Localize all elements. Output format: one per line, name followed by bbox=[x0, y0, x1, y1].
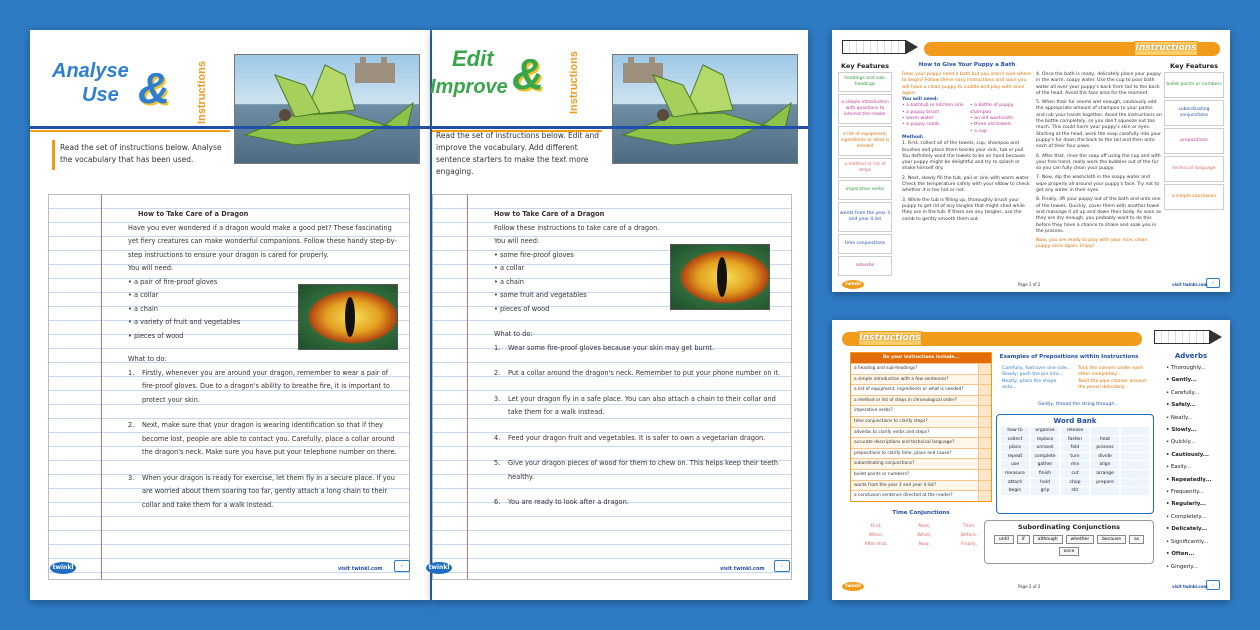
sub-word: as bbox=[1129, 535, 1144, 544]
needs-item: • pieces of wood bbox=[128, 331, 184, 340]
dragon-eye-pupil bbox=[345, 297, 355, 337]
needs-item: • an old washcloth bbox=[970, 116, 1014, 122]
step-item bbox=[494, 342, 784, 356]
steps-list bbox=[128, 367, 398, 513]
time-conjunction: When, bbox=[868, 533, 884, 538]
prep-example: Slowly, push the pin into... bbox=[1002, 372, 1063, 378]
prep-example: Carefully, fold over one side... bbox=[1002, 366, 1071, 371]
kf-right-item: bullet points or numbers bbox=[1164, 72, 1224, 98]
dragon-castle-image bbox=[234, 54, 420, 164]
step-number: 6. bbox=[494, 498, 501, 506]
todo-label: What to do: bbox=[128, 355, 167, 363]
twinkl-logo: twinkl bbox=[426, 562, 452, 574]
dragon-castle-image bbox=[612, 54, 798, 164]
word-bank-cell: collect bbox=[1001, 436, 1029, 444]
method-step: 3. While the tub is filling up, thoroughly brush your puppy to get rid of any tangles that might shed while they are in the tub. If there are any tangles, use the comb to gently smooth them out. bbox=[902, 197, 1025, 222]
time-column bbox=[917, 522, 931, 549]
method-step: 1. First, collect all of the towels, cup, shampoo and brushes and place them beside your sink, tub or pail. You definitely want the towels to be on hand because your puppy might be delightful and try to splash or shake himself dry. bbox=[902, 141, 1026, 172]
sub-word: once bbox=[1059, 547, 1080, 556]
prep-left bbox=[1002, 366, 1072, 391]
kf-right-title: Key Features bbox=[1169, 62, 1219, 70]
word-bank-title: Word Bank bbox=[1053, 417, 1097, 425]
word-bank-cell: divide bbox=[1091, 453, 1119, 461]
word-bank-cell bbox=[1121, 427, 1149, 435]
adverb-item: • Delicately... bbox=[1166, 526, 1208, 533]
needs-item: • a chain bbox=[494, 277, 524, 286]
adverb-item: • Easily... bbox=[1166, 464, 1191, 471]
step-number: 3. bbox=[494, 394, 501, 403]
word-bank-cell bbox=[1121, 461, 1149, 469]
adv-title: Adverbs bbox=[1174, 352, 1208, 360]
word-bank-cell bbox=[1121, 487, 1149, 495]
lead-paragraph: Follow these instructions to take care of a dragon. bbox=[494, 223, 660, 232]
kf-right-item: a simple conclusion bbox=[1164, 184, 1224, 210]
checklist-row: a method or list of steps in chronological order? bbox=[851, 395, 991, 406]
time-title: Time Conjunctions bbox=[892, 510, 950, 516]
word-bank bbox=[996, 414, 1154, 514]
method-step: 4. Once the bath is ready, delicately place your puppy in the warm, soapy water. Use the cup to pour bath water all over your puppy's back from tail to the back of the head. Avoid the face area for the moment. bbox=[1036, 72, 1161, 96]
time-column bbox=[961, 522, 977, 549]
word-bank-cell: mix bbox=[1061, 461, 1089, 469]
needs-item: • a puppy comb bbox=[902, 122, 940, 128]
puppy-closing: Now, you are ready to play with your nice, clean puppy once again. Enjoy! bbox=[1036, 238, 1148, 250]
adverb-item: • Carefully... bbox=[1166, 389, 1200, 396]
step-item bbox=[494, 432, 784, 446]
header-rule bbox=[432, 126, 808, 129]
word-bank-cell: cut bbox=[1061, 470, 1089, 478]
intro-bar bbox=[52, 140, 55, 170]
kf-left-title: Key Features bbox=[840, 62, 890, 70]
dragon-illustration bbox=[235, 55, 421, 165]
word-bank-cell: heat bbox=[1091, 436, 1119, 444]
prep-title: Examples of Prepositions within Instructions bbox=[999, 354, 1139, 360]
time-conjunction: Finally, bbox=[961, 542, 978, 547]
needs-item: • a bathtub or kitchen sink bbox=[902, 103, 964, 109]
pencil-tip-icon bbox=[1210, 330, 1222, 344]
time-column bbox=[865, 522, 888, 549]
checklist-row: subordinating conjunctions? bbox=[851, 458, 991, 469]
needs-item: • pieces of wood bbox=[494, 304, 550, 313]
dragon-eye-image bbox=[670, 244, 770, 310]
word-bank-cell: align bbox=[1091, 461, 1119, 469]
step-number: 1. bbox=[128, 368, 135, 377]
checklist-row: accurate descriptions and technical language? bbox=[851, 437, 991, 448]
sub-word: whether bbox=[1066, 535, 1095, 544]
kf-right-item: prepositions bbox=[1164, 128, 1224, 154]
word-bank-cell bbox=[1121, 479, 1149, 487]
word-bank-cell: repeat bbox=[1001, 453, 1029, 461]
page-number: Page 1 of 2 bbox=[1018, 282, 1041, 287]
step-item bbox=[494, 393, 784, 420]
word-bank-cell: measure bbox=[1001, 470, 1029, 478]
step-text: Firstly, whenever you are around your dragon, remember to wear a pair of fire-proof gloves. Due to a dragon's ability to breathe fire, it is important to protect your skin. bbox=[142, 368, 390, 404]
step-text: You are ready to look after a dragon. bbox=[508, 498, 629, 506]
step-text: Give your dragon pieces of wood for them to chew on. This helps keep their teeth healthy. bbox=[508, 459, 779, 481]
sub-words bbox=[989, 535, 1149, 556]
doc-title: How to Take Care of a Dragon bbox=[138, 210, 249, 218]
step-item bbox=[128, 367, 398, 408]
margin-line bbox=[467, 195, 468, 579]
adverb-item: • Frequently... bbox=[1166, 489, 1204, 496]
adverb-item: • Significantly... bbox=[1166, 538, 1209, 545]
header-label: Instructions bbox=[858, 331, 922, 346]
prep-example: Tuck the corners under each other completely... bbox=[1078, 366, 1144, 378]
prep-example: Neatly, place the shape onto... bbox=[1002, 378, 1057, 390]
title-use: Use bbox=[82, 84, 119, 106]
adverb-item: • Thoroughly... bbox=[1166, 365, 1206, 371]
time-conjunction-columns bbox=[850, 522, 992, 549]
need-label: You will need: bbox=[494, 237, 540, 245]
step-text: Wear some fire-proof gloves because your skin may get burnt. bbox=[508, 343, 715, 352]
step-number: 2. bbox=[494, 369, 501, 377]
adverb-list bbox=[1166, 362, 1228, 573]
word-bank-cell: place bbox=[1001, 444, 1029, 452]
step-text: Next, make sure that your dragon is wearing identification so that if they become lost, people are able to contact you. Carefully, place a collar around the dragon's neck. Make sure you have put your telephone number on there. bbox=[142, 421, 397, 456]
prep-right bbox=[1078, 366, 1148, 391]
twinkl-logo: twinkl bbox=[842, 280, 864, 289]
step-number: 3. bbox=[128, 473, 135, 482]
sub-word: because bbox=[1097, 535, 1126, 544]
sub-word: if bbox=[1017, 535, 1030, 544]
intro-text: Read the set of instructions below. Analyse the vocabulary that has been used. bbox=[60, 143, 222, 164]
step-number: 1. bbox=[494, 343, 501, 352]
time-conjunction: Before, bbox=[960, 533, 978, 538]
needs-item: • a puppy brush bbox=[902, 109, 940, 115]
word-bank-cell: arrange bbox=[1091, 470, 1119, 478]
kf-left-item: time conjunctions bbox=[838, 234, 892, 254]
kf-left-item: words from the year 3 and year 4 list bbox=[838, 202, 892, 232]
checklist-row: imperative verbs? bbox=[851, 405, 991, 416]
word-bank-cell: stir bbox=[1061, 487, 1089, 495]
steps-list bbox=[494, 342, 784, 510]
pencil-icon bbox=[842, 40, 906, 54]
step-text: Feed your dragon fruit and vegetables. It is safer to own a vegetarian dragon. bbox=[508, 433, 766, 442]
puppy-needs-a bbox=[902, 103, 964, 134]
dragon-eye-image bbox=[298, 284, 398, 350]
checklist-rows bbox=[851, 363, 991, 501]
puppy-steps-left bbox=[902, 141, 1032, 223]
footer-badge: ✓ bbox=[774, 560, 790, 572]
time-conjunction: Now, bbox=[918, 542, 931, 547]
puppy-intro-text: Does your puppy need a bath but you aren't sure where to begin? Follow these easy instructions and soon you will have a clean puppy to cuddle and play with once again. bbox=[902, 72, 1032, 96]
step-item bbox=[494, 457, 784, 484]
time-conjunction: Next, bbox=[918, 524, 931, 529]
needs-item: • some fruit and vegetables bbox=[494, 291, 587, 299]
checklist-row: a heading and sub-headings? bbox=[851, 363, 991, 374]
checklist-row: words from the year 3 and year 4 list? bbox=[851, 480, 991, 491]
ampersand-logo: & bbox=[138, 64, 170, 113]
puppy-need-label: You will need: bbox=[902, 97, 939, 103]
footer-url: visit twinkl.com bbox=[338, 566, 383, 572]
kf-left-item: imperative verbs bbox=[838, 180, 892, 200]
example-mat-page-2 bbox=[832, 320, 1230, 600]
kf-right-item: subordinating conjunctions bbox=[1164, 100, 1224, 126]
pencil-tip-icon bbox=[906, 40, 918, 54]
todo-label: What to do: bbox=[494, 330, 533, 338]
method-step: 5. When their fur seems wet enough, cautiously add the appropriate amount of shampoo to your palms and rub your hands together. Avoid the instructions on the bottle completely, so you don't squeeze out too much. This could harm your puppy's skin or eyes. Starting at the head, work the soap carefully into your puppy's fur down the back to the tail and then onto each of their four paws. bbox=[1036, 100, 1162, 150]
kf-left-item: a method or list of steps bbox=[838, 158, 892, 178]
worksheet-edit-improve bbox=[428, 30, 808, 600]
step-text: Put a collar around the dragon's neck. Remember to put your phone number on it. bbox=[508, 369, 781, 377]
dragon-illustration bbox=[613, 55, 799, 165]
document-body bbox=[128, 208, 398, 524]
pencil-icon bbox=[1154, 330, 1210, 344]
word-bank-cell: organise bbox=[1031, 427, 1059, 435]
worksheet-analyse-use bbox=[30, 30, 430, 600]
puppy-steps-right bbox=[1036, 72, 1162, 235]
word-bank-cell: unravel bbox=[1031, 444, 1059, 452]
title-analyse: Analyse bbox=[52, 60, 129, 82]
kf-left-item: a simple introduction with questions to interest the reader bbox=[838, 94, 892, 124]
word-bank-cell: fasten bbox=[1061, 436, 1089, 444]
method-step: 2. Next, slowly fill the tub, pail or sink with warm water. Check the temperature safely with your elbow to check whether it is too hot or not. bbox=[902, 175, 1030, 194]
needs-item: • three old towels bbox=[970, 122, 1012, 128]
word-bank-cell: grip bbox=[1031, 487, 1059, 495]
word-bank-cell: hold bbox=[1031, 479, 1059, 487]
checklist-row: prepositions to clarify time, place and cause? bbox=[851, 448, 991, 459]
intro-text: Read the set of instructions below. Edit and improve the vocabulary. Add different sentence starters to make the text more engaging. bbox=[436, 131, 599, 176]
word-bank-cell bbox=[1091, 427, 1119, 435]
step-text: Let your dragon fly in a safe place. You can also attach a chain to their collar and take them for a walk instead. bbox=[508, 394, 776, 416]
footer-badge: ✓ bbox=[1206, 278, 1220, 288]
twinkl-logo: twinkl bbox=[50, 562, 76, 574]
needs-item: • a cup bbox=[970, 128, 987, 134]
word-bank-cell: fold bbox=[1061, 444, 1089, 452]
step-item bbox=[128, 419, 398, 460]
checklist-row: a list of equipment, ingredients or what is needed? bbox=[851, 384, 991, 395]
header-rule bbox=[30, 126, 430, 129]
margin-line bbox=[101, 195, 102, 579]
step-item bbox=[128, 472, 398, 513]
checklist-table bbox=[850, 352, 992, 502]
time-conjunction: After that, bbox=[864, 542, 888, 547]
puppy-method-label: Method: bbox=[902, 134, 924, 140]
needs-item: • a pair of fire-proof gloves bbox=[128, 277, 218, 286]
twinkl-logo: twinkl bbox=[842, 582, 864, 591]
time-conjunction: First, bbox=[870, 524, 882, 529]
footer-url: visit twinkl.com bbox=[720, 566, 765, 572]
adverb-item: • Often... bbox=[1166, 551, 1195, 558]
kf-left-item: adverbs bbox=[838, 256, 892, 276]
page-number: Page 2 of 2 bbox=[1018, 584, 1041, 589]
doc-title: How to Take Care of a Dragon bbox=[494, 210, 605, 218]
word-bank-cell: replace bbox=[1031, 436, 1059, 444]
adverb-item: • Safely... bbox=[1166, 402, 1196, 409]
word-bank-cell: gather bbox=[1031, 461, 1059, 469]
footer-url: visit twinkl.com bbox=[1172, 282, 1208, 287]
word-bank-cell bbox=[1121, 444, 1149, 452]
title-edit: Edit bbox=[452, 46, 494, 71]
method-step: 8. Finally, lift your puppy out of the bath and onto one of the towels. Quickly, cover them with another towel and massage it all up and down their body. As soon as they are dry enough, you probably want to do this before they have a chance to shake and soak you in the process. bbox=[1036, 197, 1162, 234]
adverb-item: • Repeatedly... bbox=[1166, 476, 1212, 483]
time-conjunction: While, bbox=[917, 533, 932, 538]
word-bank-cell: process bbox=[1091, 444, 1119, 452]
sub-word: although bbox=[1033, 535, 1063, 544]
needs-item: • some fire-proof gloves bbox=[494, 250, 574, 259]
title-improve: Improve bbox=[430, 76, 508, 98]
time-conjunction: Then, bbox=[962, 524, 976, 529]
adverb-item: • Gingerly... bbox=[1166, 563, 1198, 570]
adverb-item: • Completely... bbox=[1166, 513, 1206, 520]
word-bank-cell bbox=[1121, 470, 1149, 478]
instructions-side-label: Instructions bbox=[568, 51, 580, 114]
word-bank-cell: how to bbox=[1001, 427, 1029, 435]
footer-url: visit twinkl.com bbox=[1172, 584, 1208, 589]
lead-paragraph: Have you ever wondered if a dragon would make a good pet? These fascinating yet fiery creatures can make wonderful companions. Follow these handy step-by-step instructions to ensure your dragon is cared for properly. bbox=[128, 223, 397, 259]
prep-center: Gently, thread the string through... bbox=[1038, 402, 1119, 407]
needs-item: • a collar bbox=[494, 264, 525, 272]
kf-left-item: headings and sub-headings bbox=[838, 72, 892, 92]
puppy-doc-title: How to Give Your Puppy a Bath bbox=[918, 62, 1016, 68]
kf-left-item: a list of equipment, ingredients or what is needed bbox=[838, 126, 892, 156]
header-label: Instructions bbox=[1134, 41, 1198, 56]
word-bank-cell bbox=[1091, 487, 1119, 495]
word-bank-cell: begin bbox=[1001, 487, 1029, 495]
instructions-side-label: Instructions bbox=[196, 61, 208, 124]
word-bank-cell bbox=[1121, 436, 1149, 444]
needs-item: • a bottle of puppy shampoo bbox=[970, 103, 1014, 115]
needs-item: • warm water bbox=[902, 116, 934, 122]
checklist-row: a conclusion sentence directed at the reader? bbox=[851, 490, 991, 501]
word-bank-cell: chop bbox=[1061, 479, 1089, 487]
word-bank-cell bbox=[1121, 453, 1149, 461]
kf-right-item: technical language bbox=[1164, 156, 1224, 182]
footer-badge: ✓ bbox=[1206, 580, 1220, 590]
need-label: You will need: bbox=[128, 264, 174, 272]
step-number: 2. bbox=[128, 421, 135, 429]
adverb-item: • Cautiously... bbox=[1166, 451, 1209, 458]
ampersand-logo: & bbox=[512, 50, 544, 99]
adverb-item: • Regularly... bbox=[1166, 501, 1206, 508]
checklist-row: time conjunctions to clarify steps? bbox=[851, 416, 991, 427]
sub-title: Subordinating Conjunctions bbox=[1018, 523, 1120, 531]
step-item bbox=[494, 367, 784, 381]
needs-item: • a chain bbox=[128, 304, 158, 313]
word-bank-cell: release bbox=[1061, 427, 1089, 435]
dragon-eye-pupil bbox=[717, 257, 727, 297]
checklist-row: a simple introduction with a few sentences? bbox=[851, 374, 991, 385]
subordinating-box bbox=[984, 520, 1154, 564]
puppy-steps-right-col bbox=[1036, 72, 1162, 251]
sub-word: until bbox=[994, 535, 1014, 544]
checklist-row: bullet points or numbers? bbox=[851, 469, 991, 480]
puppy-needs-b bbox=[970, 103, 1032, 134]
adverb-item: • Quickly... bbox=[1166, 439, 1196, 446]
step-item bbox=[494, 496, 784, 510]
puppy-intro bbox=[902, 72, 1032, 226]
word-bank-grid bbox=[1001, 427, 1149, 495]
step-number: 5. bbox=[494, 459, 501, 467]
checklist-row: adverbs to clarify verbs and steps? bbox=[851, 427, 991, 438]
footer-badge: ✓ bbox=[394, 560, 410, 572]
word-bank-cell: use bbox=[1001, 461, 1029, 469]
word-bank-cell: attach bbox=[1001, 479, 1029, 487]
method-step: 6. After that, rinse the soap off using the cup and with your free hand, really work the bubbles out of the fur so you can fully clean your puppy. bbox=[1036, 153, 1161, 172]
method-step: 7. Now, dip the washcloth in the soapy water and wipe properly all around your puppy's face. Try not to get any water in their eyes. bbox=[1036, 175, 1160, 194]
adverb-item: • Gently... bbox=[1166, 377, 1197, 384]
example-mat-page-1 bbox=[832, 30, 1230, 292]
adverb-item: • Neatly... bbox=[1166, 414, 1193, 421]
word-bank-cell: prepare bbox=[1091, 479, 1119, 487]
word-bank-cell: complete bbox=[1031, 453, 1059, 461]
word-bank-cell: turn bbox=[1061, 453, 1089, 461]
step-number: 4. bbox=[494, 433, 501, 442]
step-text: When your dragon is ready for exercise, let them fly in a secure place. If you are worried about them soaring too far, gently attach a long chain to their collar and take them for a walk instead. bbox=[142, 473, 395, 509]
needs-item: • a variety of fruit and vegetables bbox=[128, 318, 241, 326]
word-bank-cell: finish bbox=[1031, 470, 1059, 478]
needs-item: • a collar bbox=[128, 291, 159, 299]
prep-example: Twist the pipe cleaner around the pencil delicately... bbox=[1078, 378, 1146, 390]
adverb-item: • Slowly... bbox=[1166, 427, 1197, 434]
header-rule-orange bbox=[30, 130, 230, 132]
checklist-header: Do your instructions include... bbox=[851, 353, 991, 363]
